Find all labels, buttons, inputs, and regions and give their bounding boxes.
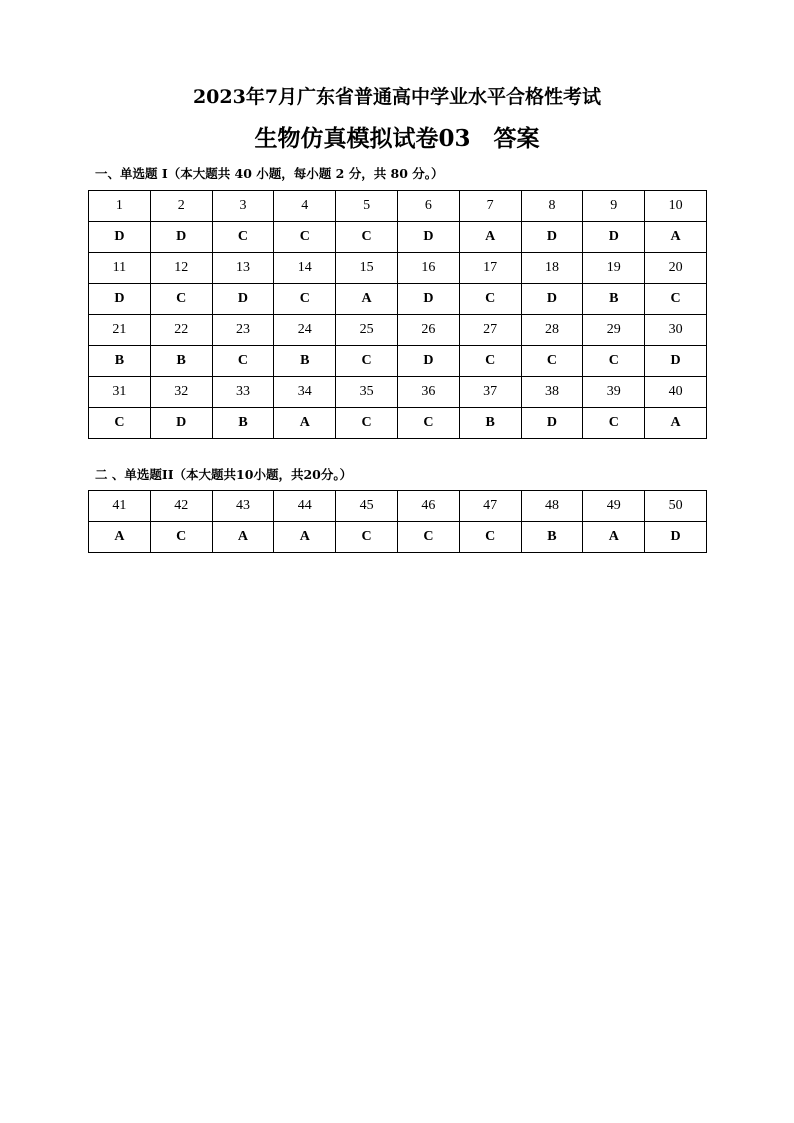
question-number-cell: 25 bbox=[336, 315, 398, 346]
question-number-cell: 26 bbox=[397, 315, 459, 346]
question-number-row bbox=[89, 377, 707, 408]
answer-cell: C bbox=[459, 346, 521, 377]
answer-cell: C bbox=[89, 408, 151, 439]
answer-cell: A bbox=[336, 284, 398, 315]
answer-cell: C bbox=[336, 346, 398, 377]
answer-cell: A bbox=[583, 522, 645, 553]
question-number-cell: 49 bbox=[583, 491, 645, 522]
answer-cell: A bbox=[89, 522, 151, 553]
answer-cell: D bbox=[583, 222, 645, 253]
question-number-cell: 17 bbox=[459, 253, 521, 284]
answer-cell: B bbox=[274, 346, 336, 377]
question-number-cell: 6 bbox=[397, 191, 459, 222]
question-number-cell: 1 bbox=[89, 191, 151, 222]
question-number-cell: 39 bbox=[583, 377, 645, 408]
answer-cell: D bbox=[212, 284, 274, 315]
answer-table-section1 bbox=[88, 190, 707, 439]
question-number-cell: 20 bbox=[645, 253, 707, 284]
answer-cell: C bbox=[521, 346, 583, 377]
question-number-cell: 29 bbox=[583, 315, 645, 346]
question-number-cell: 50 bbox=[645, 491, 707, 522]
answer-cell: A bbox=[645, 408, 707, 439]
question-number-cell: 32 bbox=[150, 377, 212, 408]
section2-heading: 二 、单选题II（本大题共10小题，共20分。） bbox=[95, 467, 353, 482]
question-number-cell: 48 bbox=[521, 491, 583, 522]
answer-cell: D bbox=[521, 284, 583, 315]
answer-cell: C bbox=[336, 222, 398, 253]
answer-cell: B bbox=[583, 284, 645, 315]
answer-cell: C bbox=[645, 284, 707, 315]
question-number-cell: 43 bbox=[212, 491, 274, 522]
question-number-cell: 21 bbox=[89, 315, 151, 346]
answer-cell: D bbox=[397, 346, 459, 377]
answer-cell: D bbox=[397, 284, 459, 315]
answer-cell: D bbox=[89, 284, 151, 315]
answer-row bbox=[89, 222, 707, 253]
question-number-row bbox=[89, 253, 707, 284]
answer-cell: C bbox=[459, 522, 521, 553]
question-number-cell: 28 bbox=[521, 315, 583, 346]
answer-row bbox=[89, 522, 707, 553]
answer-cell: C bbox=[274, 284, 336, 315]
question-number-cell: 18 bbox=[521, 253, 583, 284]
section1-heading: 一、单选题 I（本大题共 40 小题，每小题 2 分，共 80 分。） bbox=[95, 166, 444, 181]
question-number-cell: 38 bbox=[521, 377, 583, 408]
answer-row bbox=[89, 408, 707, 439]
question-number-cell: 9 bbox=[583, 191, 645, 222]
answer-cell: C bbox=[150, 284, 212, 315]
answer-table-section2 bbox=[88, 490, 707, 553]
answer-cell: D bbox=[645, 522, 707, 553]
question-number-cell: 5 bbox=[336, 191, 398, 222]
answer-cell: D bbox=[150, 222, 212, 253]
question-number-cell: 42 bbox=[150, 491, 212, 522]
question-number-cell: 24 bbox=[274, 315, 336, 346]
answer-cell: C bbox=[583, 408, 645, 439]
question-number-cell: 16 bbox=[397, 253, 459, 284]
page-subtitle: 生物仿真模拟试卷03 答案 bbox=[254, 125, 540, 152]
question-number-cell: 4 bbox=[274, 191, 336, 222]
question-number-row bbox=[89, 315, 707, 346]
answer-cell: C bbox=[274, 222, 336, 253]
question-number-cell: 14 bbox=[274, 253, 336, 284]
question-number-cell: 11 bbox=[89, 253, 151, 284]
answer-cell: C bbox=[459, 284, 521, 315]
answer-cell: B bbox=[459, 408, 521, 439]
answer-cell: B bbox=[150, 346, 212, 377]
question-number-cell: 37 bbox=[459, 377, 521, 408]
answer-cell: B bbox=[89, 346, 151, 377]
answer-cell: A bbox=[274, 408, 336, 439]
question-number-row bbox=[89, 491, 707, 522]
question-number-cell: 19 bbox=[583, 253, 645, 284]
answer-cell: D bbox=[89, 222, 151, 253]
answer-row bbox=[89, 346, 707, 377]
question-number-cell: 34 bbox=[274, 377, 336, 408]
answer-cell: A bbox=[645, 222, 707, 253]
question-number-cell: 10 bbox=[645, 191, 707, 222]
answer-cell: D bbox=[397, 222, 459, 253]
answer-cell: D bbox=[521, 408, 583, 439]
question-number-cell: 41 bbox=[89, 491, 151, 522]
answer-cell: B bbox=[521, 522, 583, 553]
answer-row bbox=[89, 284, 707, 315]
answer-cell: C bbox=[336, 408, 398, 439]
answer-cell: B bbox=[212, 408, 274, 439]
question-number-cell: 12 bbox=[150, 253, 212, 284]
answer-cell: C bbox=[397, 408, 459, 439]
question-number-cell: 47 bbox=[459, 491, 521, 522]
question-number-row bbox=[89, 191, 707, 222]
answer-cell: C bbox=[150, 522, 212, 553]
answer-cell: A bbox=[274, 522, 336, 553]
question-number-cell: 45 bbox=[336, 491, 398, 522]
question-number-cell: 15 bbox=[336, 253, 398, 284]
question-number-cell: 31 bbox=[89, 377, 151, 408]
answer-cell: D bbox=[521, 222, 583, 253]
answer-cell: A bbox=[212, 522, 274, 553]
question-number-cell: 46 bbox=[397, 491, 459, 522]
question-number-cell: 13 bbox=[212, 253, 274, 284]
question-number-cell: 40 bbox=[645, 377, 707, 408]
question-number-cell: 33 bbox=[212, 377, 274, 408]
question-number-cell: 35 bbox=[336, 377, 398, 408]
answer-cell: C bbox=[583, 346, 645, 377]
question-number-cell: 8 bbox=[521, 191, 583, 222]
question-number-cell: 22 bbox=[150, 315, 212, 346]
answer-cell: D bbox=[150, 408, 212, 439]
answer-cell: C bbox=[212, 346, 274, 377]
answer-cell: A bbox=[459, 222, 521, 253]
question-number-cell: 7 bbox=[459, 191, 521, 222]
question-number-cell: 27 bbox=[459, 315, 521, 346]
answer-cell: C bbox=[336, 522, 398, 553]
question-number-cell: 30 bbox=[645, 315, 707, 346]
question-number-cell: 23 bbox=[212, 315, 274, 346]
question-number-cell: 44 bbox=[274, 491, 336, 522]
answer-cell: D bbox=[645, 346, 707, 377]
answer-cell: C bbox=[212, 222, 274, 253]
question-number-cell: 3 bbox=[212, 191, 274, 222]
question-number-cell: 36 bbox=[397, 377, 459, 408]
page-title: 2023年7月广东省普通高中学业水平合格性考试 bbox=[192, 86, 602, 108]
answer-cell: C bbox=[397, 522, 459, 553]
question-number-cell: 2 bbox=[150, 191, 212, 222]
